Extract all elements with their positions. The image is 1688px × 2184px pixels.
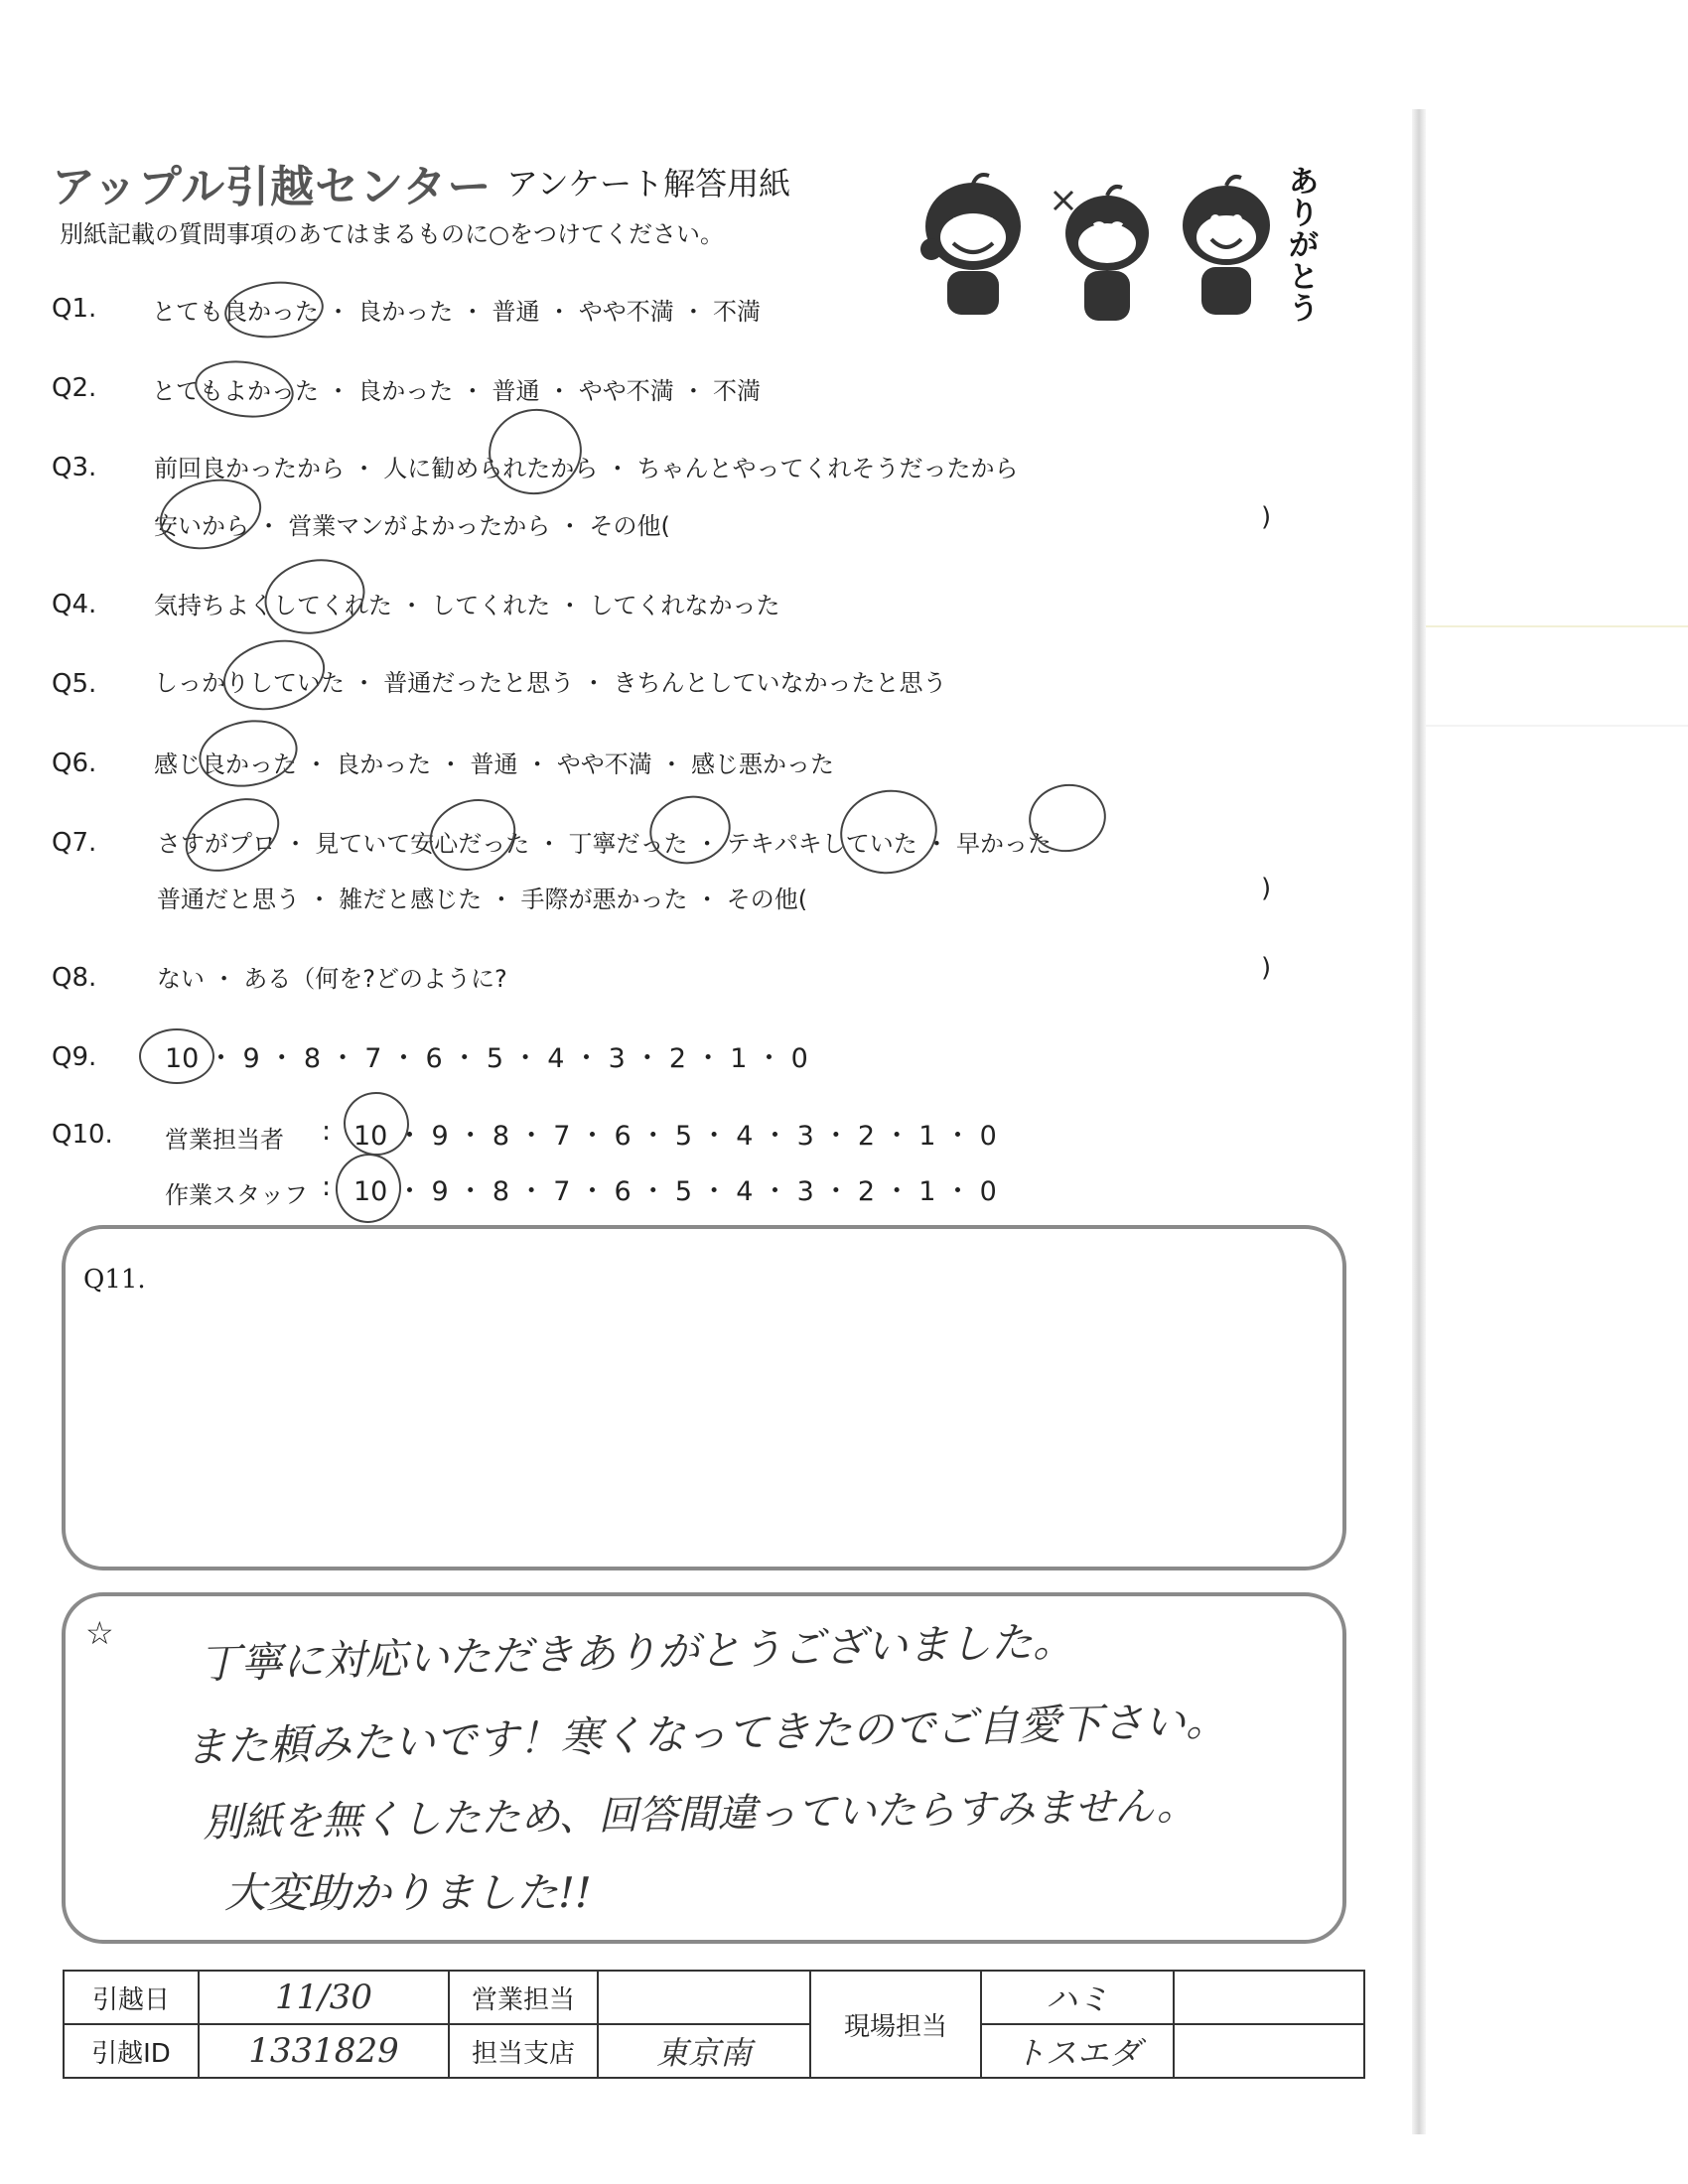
answer-circle	[833, 782, 943, 882]
empty-cell	[1174, 2024, 1364, 2078]
answer-circle	[192, 354, 298, 423]
moving-id-value: 1331829	[199, 2024, 449, 2078]
answer-circle	[174, 783, 292, 886]
answer-circle	[194, 713, 303, 794]
close-paren: )	[1261, 502, 1272, 532]
question-options[interactable]: 感じ良かった ・ 良かった ・ 普通 ・ やや不満 ・ 感じ悪かった	[154, 751, 835, 778]
comment-line: 別紙を無くしたため、回答間違っていたらすみません。	[202, 1783, 1197, 1846]
question-label: Q8.	[52, 963, 97, 993]
page-edge	[1412, 109, 1426, 2134]
monkey-1-icon	[920, 175, 1021, 315]
mascot-caption: ありがとう	[1289, 165, 1319, 327]
question-options[interactable]: さすがプロ ・ 見ていて安心だった ・ 丁寧だった ・ テキパキしていた ・ 早かった	[157, 830, 1053, 858]
question-label: Q1.	[52, 294, 97, 324]
question-label: Q9.	[52, 1042, 97, 1072]
question-label: Q2.	[52, 373, 97, 403]
branch-label: 担当支店	[449, 2024, 598, 2078]
divider	[1426, 625, 1688, 627]
question-label: Q10.	[52, 1120, 113, 1150]
question-label: Q7.	[52, 828, 97, 858]
question-label: Q6.	[52, 749, 97, 778]
site-value-2: トスエダ	[981, 2024, 1174, 2078]
score-scale-crew[interactable]: 10 ・ 9 ・ 8 ・ 7 ・ 6 ・ 5 ・ 4 ・ 3 ・ 2 ・ 1 ・ 0	[353, 1176, 997, 1207]
moving-date-label: 引越日	[64, 1971, 199, 2024]
question-options[interactable]: 普通だと思う ・ 雑だと感じた ・ 手際が悪かった ・ その他(	[157, 886, 808, 913]
moving-id-label: 引越ID	[64, 2024, 199, 2078]
monkey-2-icon	[1055, 187, 1149, 321]
sales-label: 営業担当	[449, 1971, 598, 2024]
answer-circle	[257, 550, 371, 643]
question-options[interactable]: とてもよかった ・ 良かった ・ 普通 ・ やや不満 ・ 不満	[152, 377, 762, 405]
question-options[interactable]: とても良かった ・ 良かった ・ 普通 ・ やや不満 ・ 不満	[152, 298, 762, 326]
staff-label-sales: 営業担当者	[165, 1126, 284, 1154]
answer-circle	[221, 277, 326, 342]
moving-date-value: 11/30	[199, 1971, 449, 2024]
q11-label: Q11.	[83, 1265, 146, 1295]
mascot-illustration	[854, 154, 1331, 328]
comment-line: 大変助かりました!!	[224, 1868, 592, 1917]
answer-circle	[139, 1028, 214, 1084]
site-value-1: ハミ	[981, 1971, 1174, 2024]
divider	[1426, 725, 1688, 727]
question-options[interactable]: ない ・ ある（何を?どのように?	[157, 965, 507, 993]
answer-circle	[331, 1150, 405, 1228]
answer-circle	[215, 629, 332, 720]
colon: :	[322, 1116, 332, 1147]
comment-line: また頼みたいです！寒くなってきたのでご自愛下さい。	[184, 1696, 1228, 1772]
question-options[interactable]: 安いから ・ 営業マンがよかったから ・ その他(	[154, 512, 670, 540]
answer-circle	[420, 788, 524, 882]
branch-value: 東京南	[598, 2024, 810, 2078]
star-icon: ☆	[85, 1614, 114, 1652]
staff-label-crew: 作業スタッフ	[165, 1181, 308, 1209]
company-title: アップル引越センター	[52, 162, 492, 212]
instruction: 別紙記載の質問事項のあてはまるものに○をつけてください。	[60, 220, 724, 248]
question-label: Q5.	[52, 669, 97, 699]
comment-line: 丁寧に対応いただきありがとうございました。	[198, 1616, 1075, 1689]
sales-value	[598, 1971, 810, 2024]
colon: :	[322, 1171, 332, 1202]
info-table	[63, 1970, 1365, 2079]
answer-circle	[643, 788, 737, 872]
close-paren: )	[1261, 953, 1272, 983]
question-label: Q4.	[52, 590, 97, 619]
close-paren: )	[1261, 874, 1272, 903]
monkey-3-icon	[1183, 177, 1270, 315]
question-label: Q3.	[52, 453, 97, 482]
form-subtitle: アンケート解答用紙	[506, 165, 791, 203]
site-label: 現場担当	[810, 1971, 981, 2078]
score-scale[interactable]: 10 ・ 9 ・ 8 ・ 7 ・ 6 ・ 5 ・ 4 ・ 3 ・ 2 ・ 1 ・ 0	[165, 1043, 808, 1074]
question-options[interactable]: 気持ちよくしてくれた ・ してくれた ・ してくれなかった	[154, 592, 780, 619]
empty-cell	[1174, 1971, 1364, 2024]
question-options[interactable]: 前回良かったから ・ 人に勧められたから ・ ちゃんとやってくれそうだったから	[154, 455, 1019, 482]
question-options[interactable]: しっかりしていた ・ 普通だったと思う ・ きちんとしていなかったと思う	[154, 669, 947, 697]
answer-circle	[482, 401, 589, 501]
q11-box[interactable]	[62, 1225, 1346, 1570]
score-scale-sales[interactable]: 10 ・ 9 ・ 8 ・ 7 ・ 6 ・ 5 ・ 4 ・ 3 ・ 2 ・ 1 ・ 0	[353, 1121, 997, 1152]
